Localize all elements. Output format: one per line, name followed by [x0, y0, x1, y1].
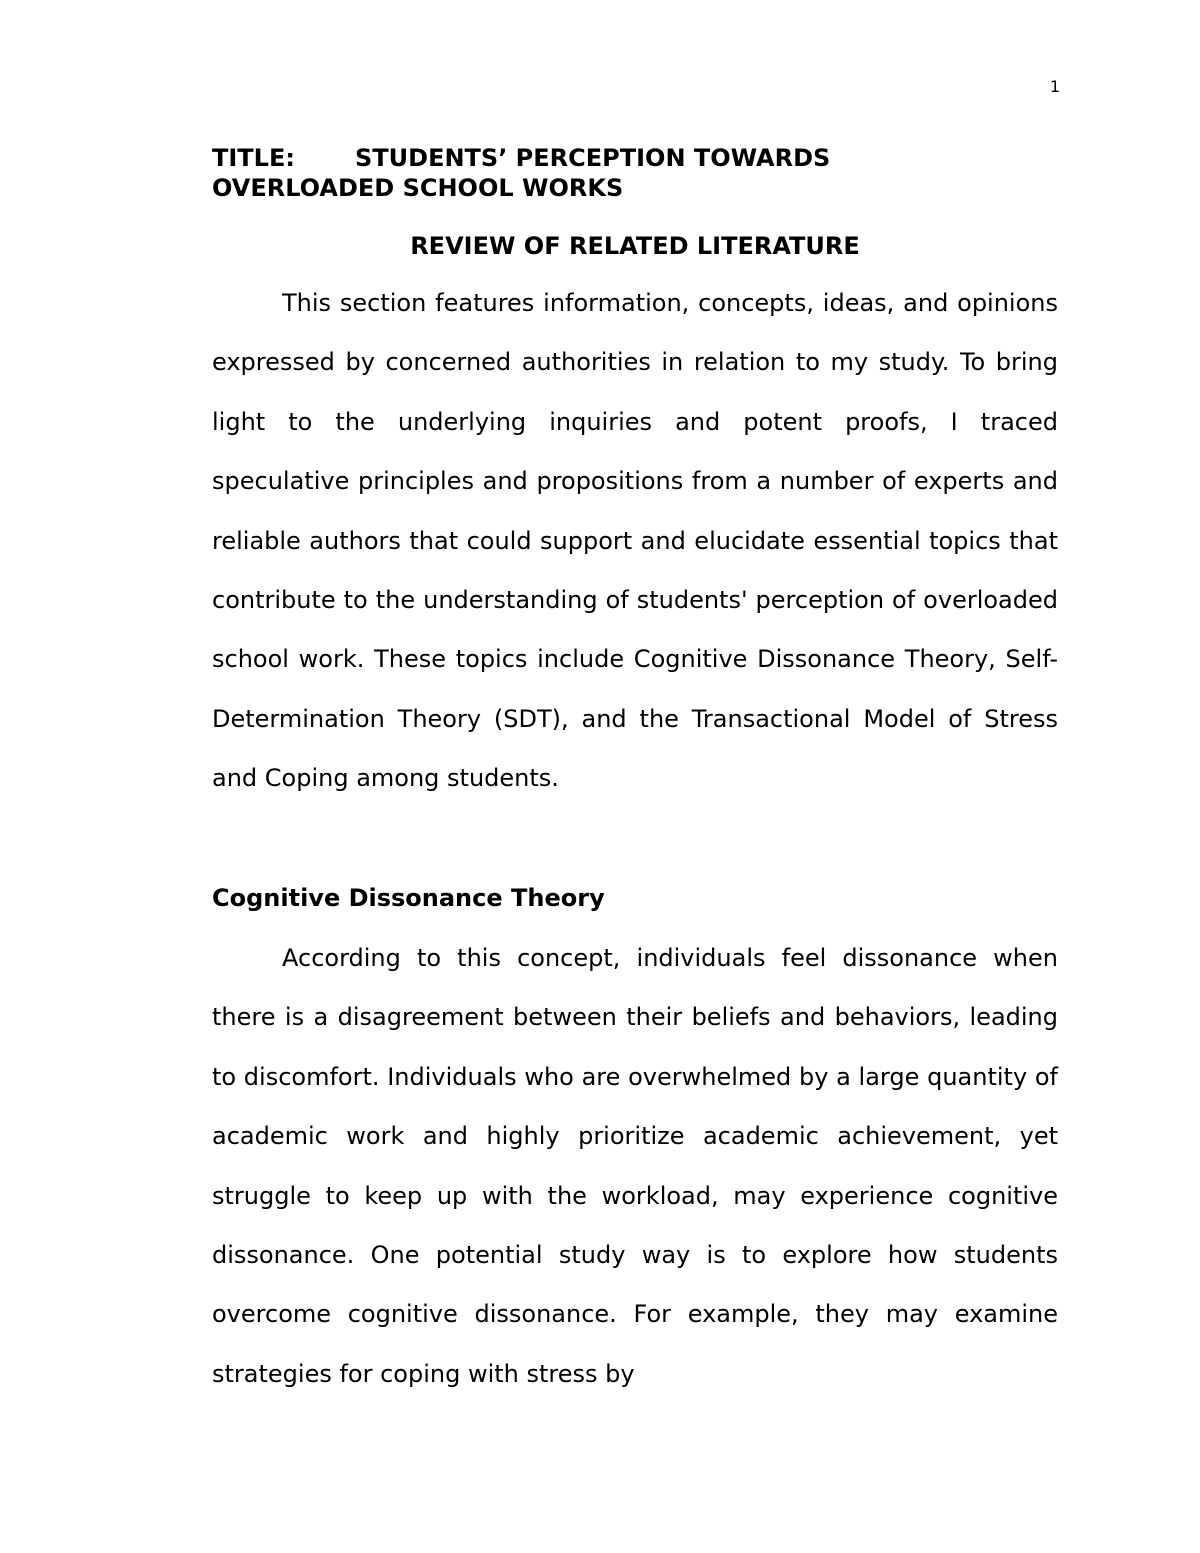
subsection-paragraph: According to this concept, individuals feel dissonance when there is a disagreement between their beliefs and behaviors, leading to discomfort. Individuals who are overwhelmed by a large quantity of academic work and highly prioritize academic achievement, yet struggle to keep up with the workload, may experience cognitive dissonance. One potential study way is to explore how students overcome cognitive dissonance. For example, they may examine strategies for coping with stress by: [212, 944, 1058, 1388]
title-text-line-1: STUDENTS’ PERCEPTION TOWARDS: [355, 144, 831, 172]
page-number: 1: [1049, 77, 1060, 96]
title-label: TITLE:: [212, 144, 295, 172]
subsection-heading: Cognitive Dissonance Theory: [212, 884, 605, 912]
section-heading: REVIEW OF RELATED LITERATURE: [410, 232, 860, 260]
title-line-1: [212, 143, 1062, 173]
document-title: [212, 143, 1062, 203]
title-text-line-2: OVERLOADED SCHOOL WORKS: [212, 174, 624, 202]
intro-paragraph: This section features information, concepts, ideas, and opinions expressed by concerned authorities in relation to my study. To bring light to the underlying inquiries and potent proofs, I traced speculative principles and propositions from a number of experts and reliable authors that could support and elucidate essential topics that contribute to the understanding of students' perception of overloaded school work. These topics include Cognitive Dissonance Theory, Self-Determination Theory (SDT), and the Transactional Model of Stress and Coping among students.: [212, 289, 1058, 793]
